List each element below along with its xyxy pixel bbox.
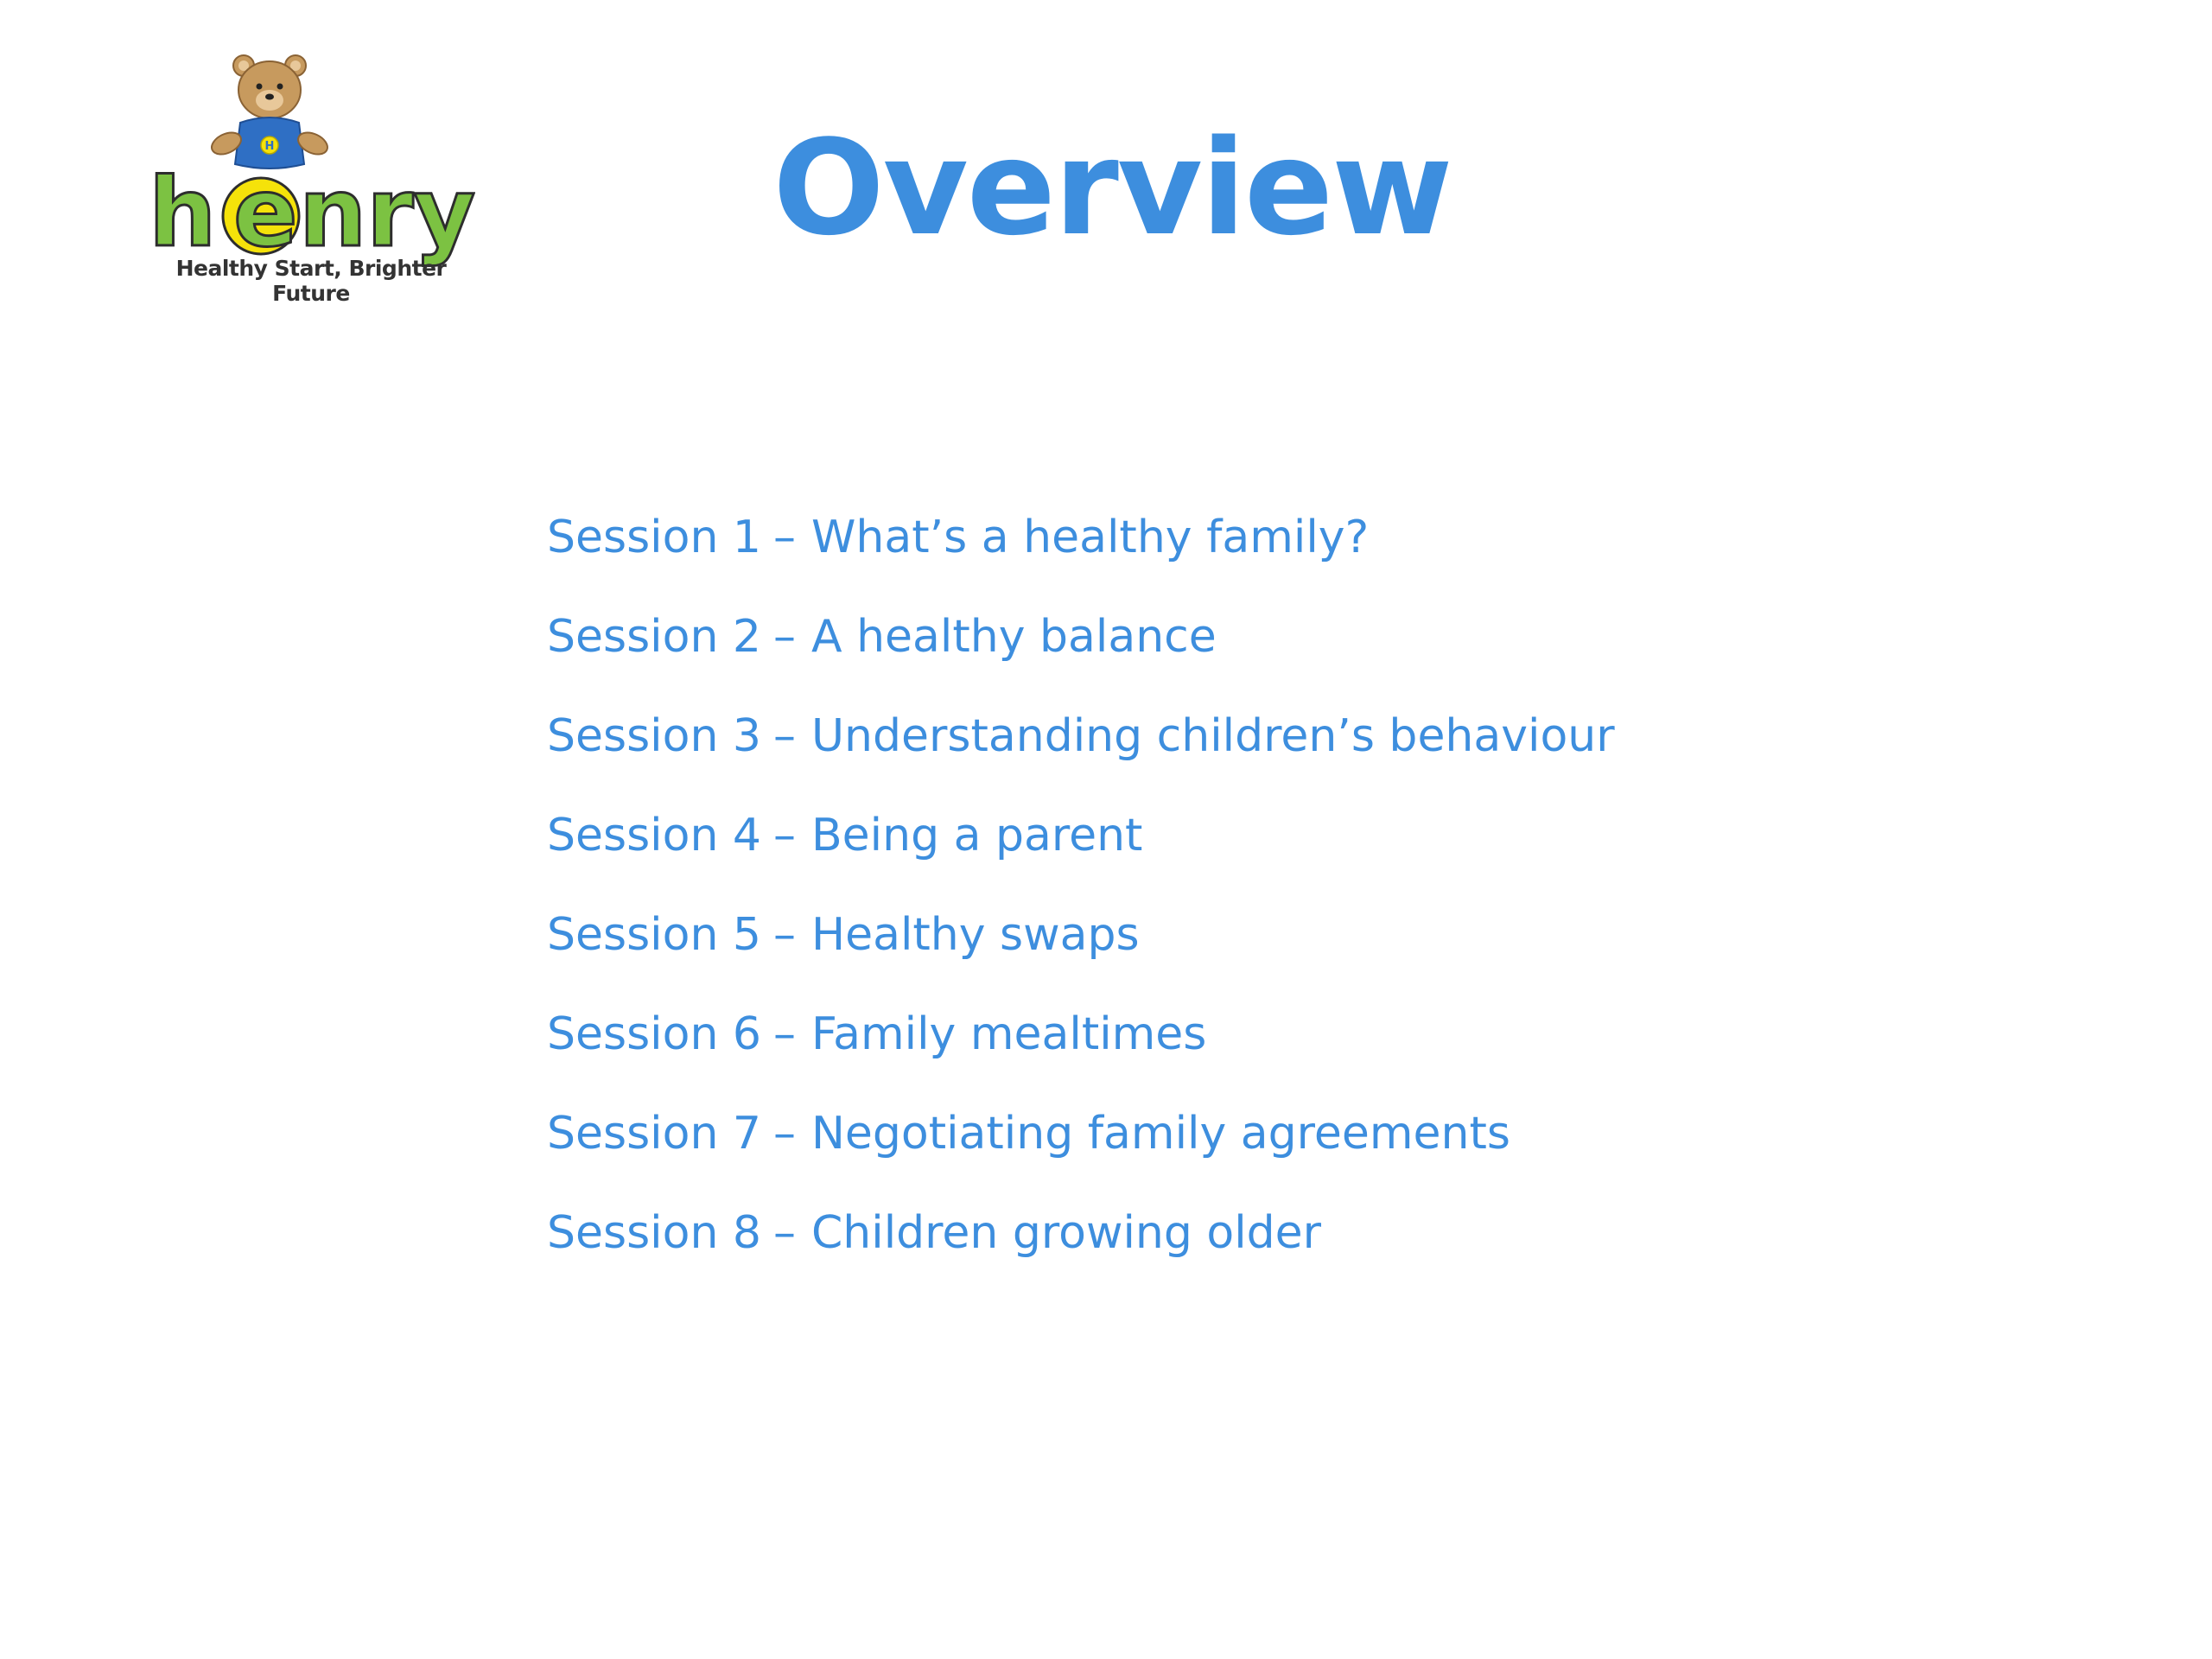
list-item [547,686,1615,785]
session-separator: – [773,809,796,861]
svg-text:H: H [264,140,275,153]
list-item [547,487,1615,587]
session-topic: What’s a healthy family? [811,511,1370,563]
svg-text:e: e [233,157,298,268]
session-topic: Children growing older [811,1206,1322,1259]
session-label: Session 1 [547,511,762,563]
session-topic: Healthy swaps [811,908,1140,961]
session-label: Session 6 [547,1007,762,1060]
slide-title [0,111,2212,266]
session-separator: – [773,511,796,563]
session-separator: – [773,709,796,762]
session-label: Session 8 [547,1206,762,1259]
list-item [547,587,1615,686]
logo-tagline: Healthy Start, Brighter Future [175,256,447,306]
session-separator: – [773,1107,796,1160]
session-separator: – [773,1206,796,1259]
session-separator: – [773,908,796,961]
session-label: Session 4 [547,809,762,861]
session-separator: – [773,610,796,663]
list-item [547,885,1615,984]
list-item [547,1084,1615,1183]
session-topic: Being a parent [811,809,1143,861]
svg-text:h: h [149,157,217,268]
session-label: Session 2 [547,610,762,663]
svg-text:nry: nry [299,157,475,268]
session-topic: A healthy balance [811,610,1217,663]
list-item [547,1183,1615,1282]
session-label: Session 3 [547,709,762,762]
session-label: Session 5 [547,908,762,961]
session-list [547,487,1615,1282]
session-topic: Understanding children’s behaviour [811,709,1615,762]
list-item [547,785,1615,885]
session-label: Session 7 [547,1107,762,1160]
list-item [547,984,1615,1084]
session-topic: Family mealtimes [811,1007,1207,1060]
slide-title-text: Overview [772,111,1452,264]
session-separator: – [773,1007,796,1060]
session-topic: Negotiating family agreements [811,1107,1510,1160]
